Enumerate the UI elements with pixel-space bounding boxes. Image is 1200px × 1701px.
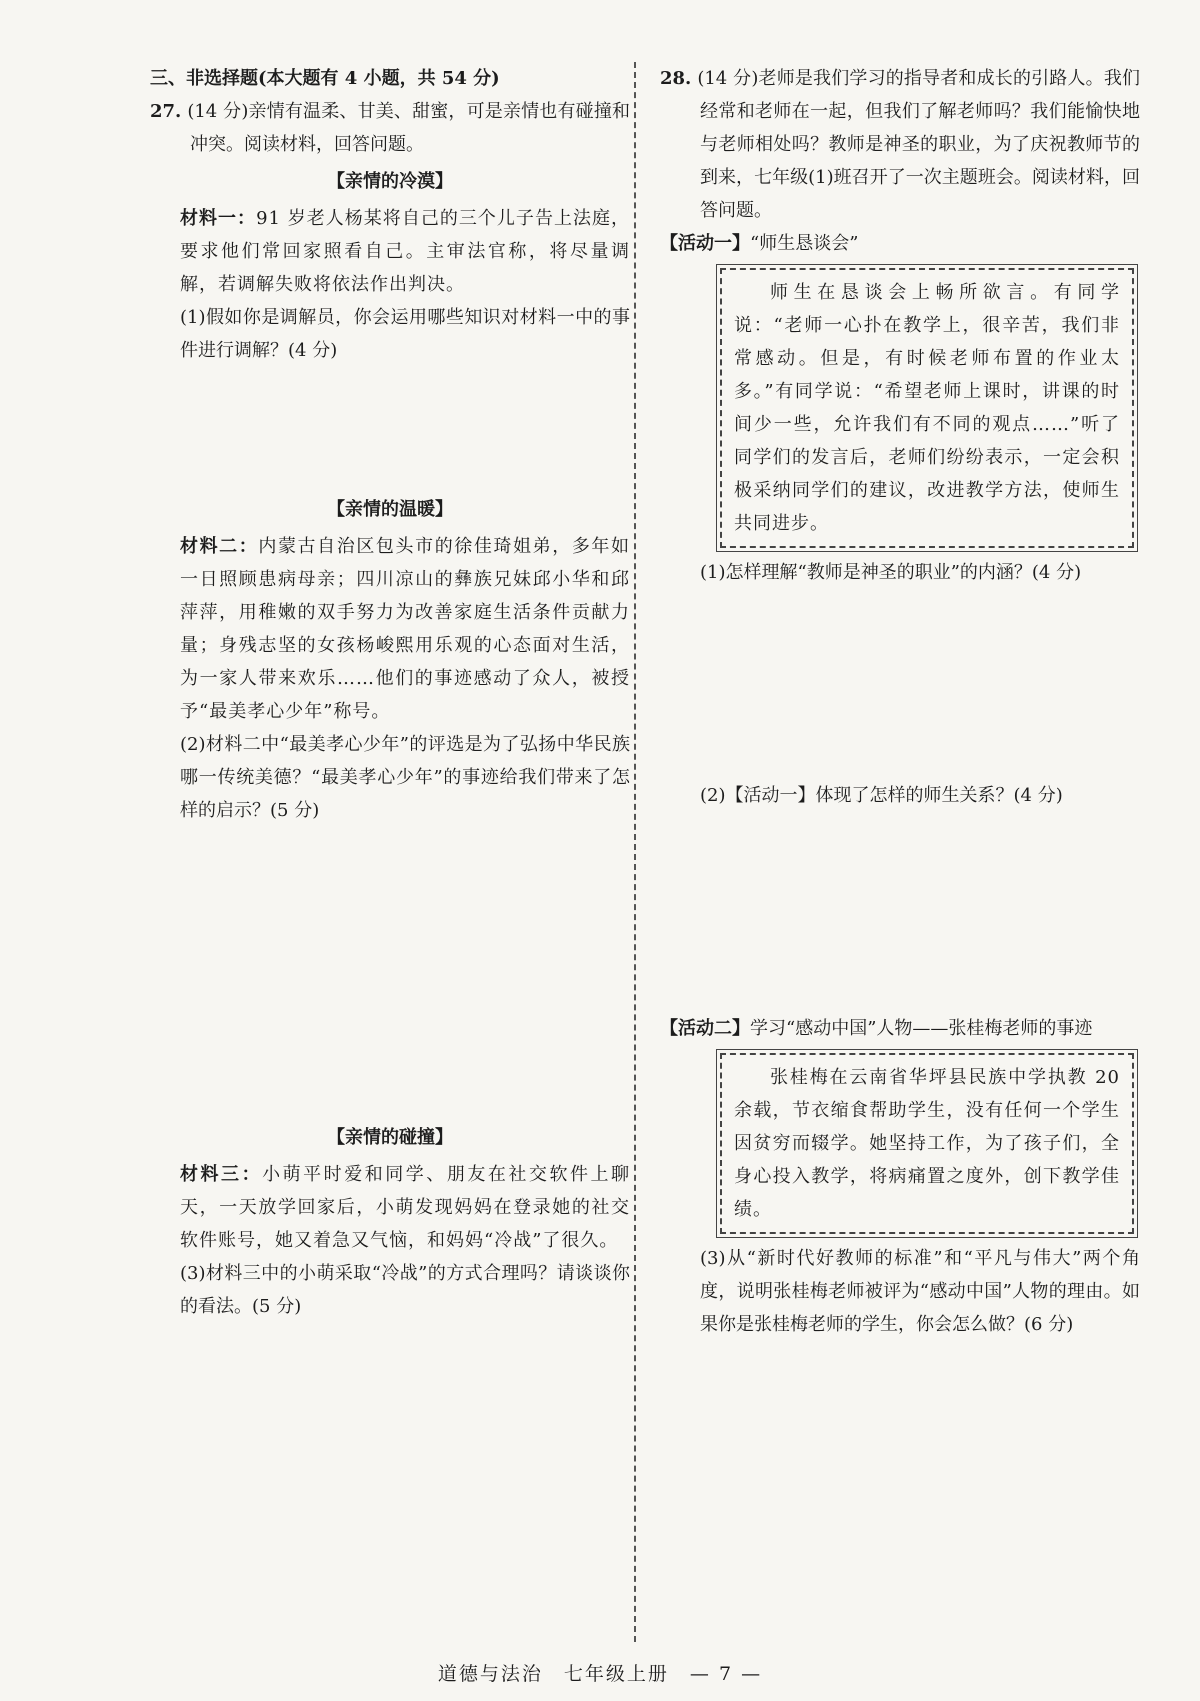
activity-2-heading — [660, 1012, 1140, 1045]
left-column — [150, 62, 630, 1323]
activity-1-label: 【活动一】 — [660, 233, 750, 254]
material-3-label: 材料三： — [180, 1164, 263, 1185]
answer-space-1 — [150, 367, 630, 489]
q28-intro-text: (14 分)老师是我们学习的指导者和成长的引路人。我们经常和老师在一起，但我们了解老师吗？我们能愉快地与老师相处吗？教师是神圣的职业，为了庆祝教师节的到来，七年级(1)班召开了一次主题班会。阅读材料，回答问题。 — [697, 68, 1140, 221]
q28-question-3: (3)从“新时代好教师的标准”和“平凡与伟大”两个角度，说明张桂梅老师被评为“感动中国”人物的理由。如果你是张桂梅老师的学生，你会怎么做？(6 分) — [700, 1248, 1140, 1335]
material-3 — [150, 1158, 630, 1257]
activity-1-title: “师生恳谈会” — [750, 233, 859, 254]
activity-2-box-text: 张桂梅在云南省华坪县民族中学执教 20 余载，节衣缩食帮助学生，没有任何一个学生因贫穷而辍学。她坚持工作，为了孩子们，全身心投入教学，将病痛置之度外，创下教学佳绩。 — [734, 1067, 1120, 1220]
q28-number: 28. — [660, 68, 692, 89]
q27-question-2: (2)材料二中“最美孝心少年”的评选是为了弘扬中华民族哪一传统美德？“最美孝心少年”的事迹给我们带来了怎样的启示？(5 分) — [180, 734, 630, 821]
material-1-label: 材料一： — [180, 208, 257, 229]
q28-intro — [660, 62, 1140, 227]
section-heading: 三、非选择题(本大题有 4 小题，共 54 分) — [150, 68, 500, 89]
material-2 — [150, 530, 630, 728]
activity-1-box — [720, 268, 1134, 548]
q27-number: 27. — [150, 101, 182, 122]
q27-question-1: (1)假如你是调解员，你会运用哪些知识对材料一中的事件进行调解？(4 分) — [180, 307, 630, 361]
activity-2-title: 学习“感动中国”人物——张桂梅老师的事迹 — [750, 1018, 1093, 1039]
activity-2-label: 【活动二】 — [660, 1018, 750, 1039]
right-column — [660, 62, 1140, 1341]
q27-intro — [150, 95, 630, 161]
activity-1-box-text: 师生在恳谈会上畅所欲言。有同学说：“老师一心扑在教学上，很辛苦，我们非常感动。但是，有时候老师布置的作业太多。”有同学说：“希望老师上课时，讲课的时间少一些，允许我们有不同的观点……”听了同学们的发言后，老师们纷纷表示，一定会积极采纳同学们的建议，改进教学方法，使师生共同进步。 — [734, 282, 1120, 534]
q27-part3-title: 【亲情的碰撞】 — [327, 1127, 453, 1148]
q27-intro-text: (14 分)亲情有温柔、甘美、甜蜜，可是亲情也有碰撞和冲突。阅读材料，回答问题。 — [187, 101, 630, 155]
answer-space-4 — [660, 812, 1140, 1012]
material-3-text: 小萌平时爱和同学、朋友在社交软件上聊天，一天放学回家后，小萌发现妈妈在登录她的社交软件账号，她又着急又气恼，和妈妈“冷战”了很久。 — [180, 1164, 631, 1251]
q27-part1-title: 【亲情的冷漠】 — [327, 171, 453, 192]
activity-2-box — [720, 1053, 1134, 1234]
answer-space-2 — [150, 827, 630, 1117]
page-footer: 道德与法治 七年级上册 — 7 — — [437, 1663, 763, 1685]
q27-part2-title: 【亲情的温暖】 — [327, 499, 453, 520]
answer-space-3 — [660, 589, 1140, 779]
activity-1-heading — [660, 227, 1140, 260]
q28-question-2: (2)【活动一】体现了怎样的师生关系？(4 分) — [700, 785, 1063, 806]
q28-question-1: (1)怎样理解“教师是神圣的职业”的内涵？(4 分) — [700, 562, 1082, 583]
q27-question-3: (3)材料三中的小萌采取“冷战”的方式合理吗？请谈谈你的看法。(5 分) — [180, 1263, 630, 1317]
material-2-label: 材料二： — [180, 536, 259, 557]
material-1 — [150, 202, 630, 301]
material-1-text: 91 岁老人杨某将自己的三个儿子告上法庭，要求他们常回家照看自己。主审法官称，将尽量调解，若调解失败将依法作出判决。 — [180, 208, 631, 295]
material-2-text: 内蒙古自治区包头市的徐佳琦姐弟，多年如一日照顾患病母亲；四川凉山的彝族兄妹邱小华和邱萍萍，用稚嫩的双手努力为改善家庭生活条件贡献力量；身残志坚的女孩杨峻熙用乐观的心态面对生活，为一家人带来欢乐……他们的事迹感动了众人，被授予“最美孝心少年”称号。 — [180, 536, 631, 722]
column-divider — [634, 62, 636, 1642]
